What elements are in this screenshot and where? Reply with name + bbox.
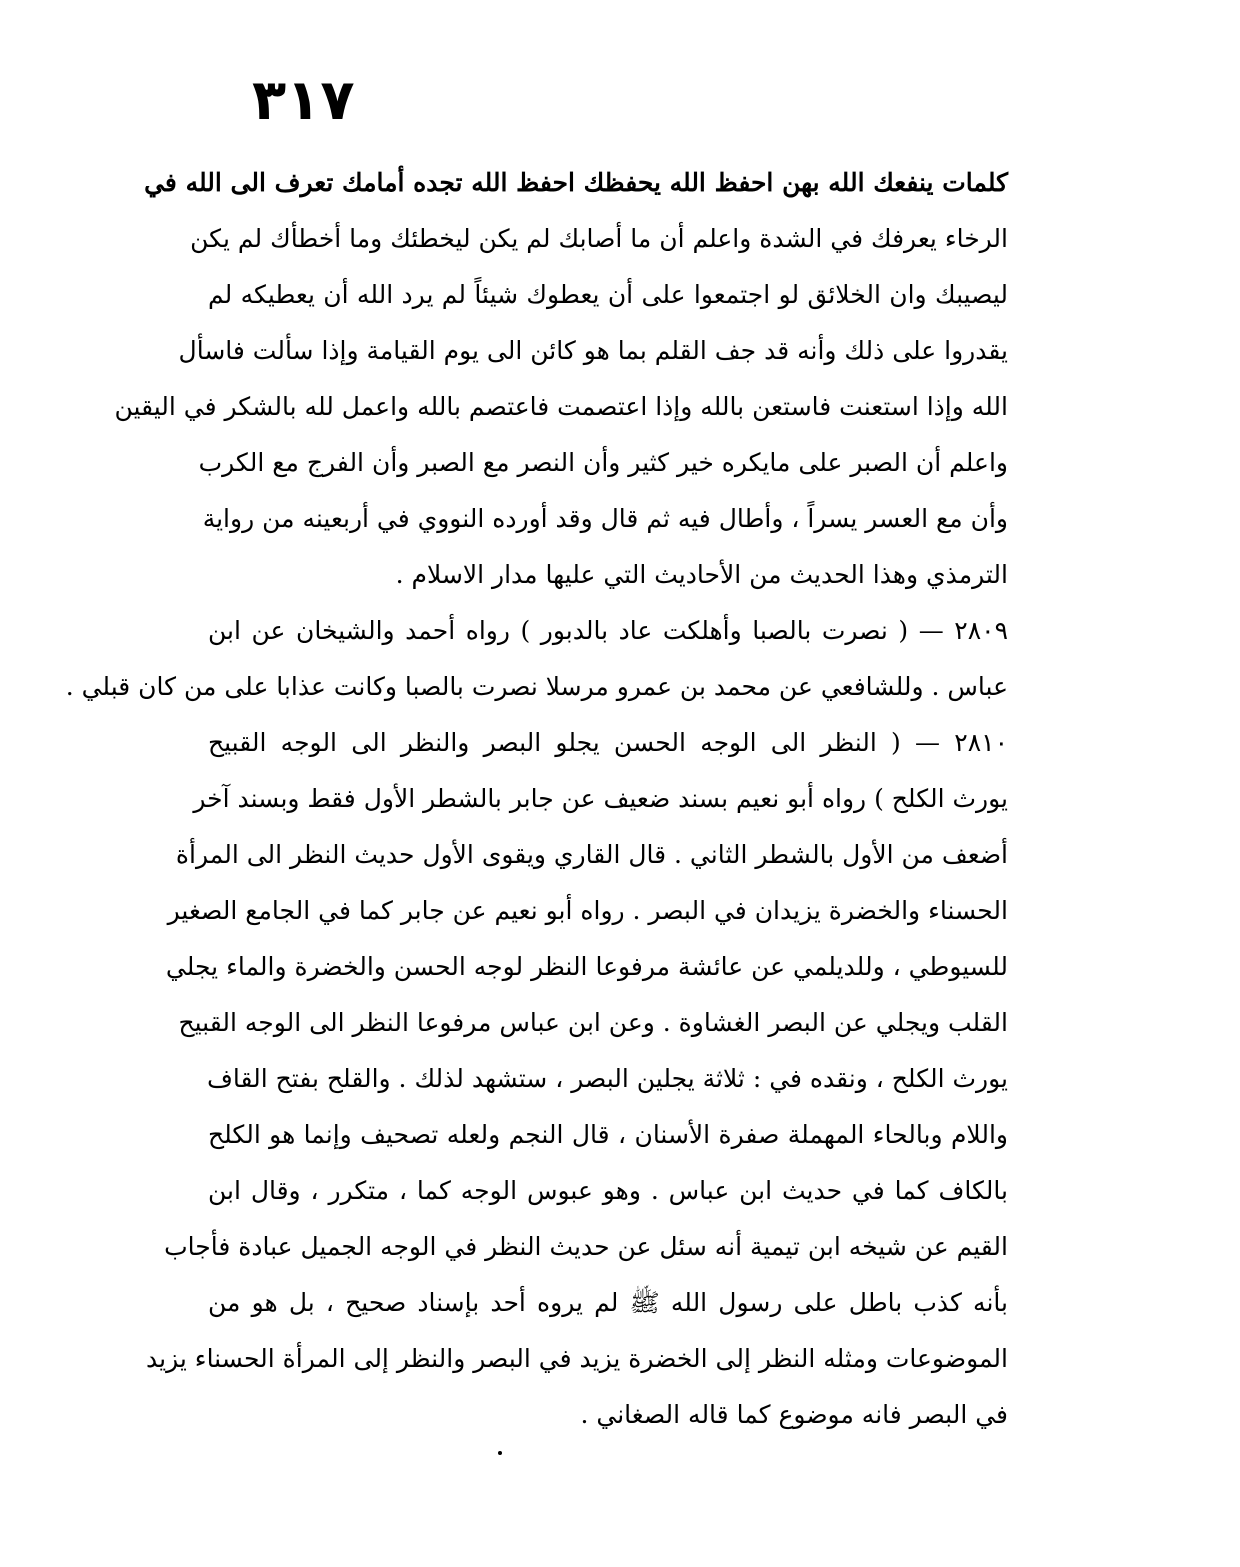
text-line: واللام وبالحاء المهملة صفرة الأسنان ، قال النجم ولعله تصحيف وإنما هو الكلح [208, 1120, 1008, 1149]
hadith-entry-2810: ٢٨١٠ — ( النظر الى الوجه الحسن يجلو البصر والنظر الى الوجه القبيح [208, 728, 1008, 757]
text-line: الحسناء والخضرة يزيدان في البصر . رواه أبو نعيم عن جابر كما في الجامع الصغير [167, 896, 1008, 925]
text-line: يورث الكلح ، ونقده في : ثلاثة يجلين البصر ، ستشهد لذلك . والقلح بفتح القاف [206, 1064, 1008, 1093]
text-line: واعلم أن الصبر على مايكره خير كثير وأن النصر مع الصبر وأن الفرج مع الكرب [198, 448, 1008, 477]
text-line: في البصر فانه موضوع كما قاله الصغاني . [580, 1400, 1008, 1429]
text-line: بالكاف كما في حديث ابن عباس . وهو عبوس الوجه كما ، متكرر ، وقال ابن [208, 1176, 1008, 1205]
text-line: كلمات ينفعك الله بهن احفظ الله يحفظك احفظ الله تجده أمامك تعرف الى الله في [144, 168, 1008, 197]
text-line: القلب ويجلي عن البصر الغشاوة . وعن ابن عباس مرفوعا النظر الى الوجه القبيح [178, 1008, 1008, 1037]
text-line: الترمذي وهذا الحديث من الأحاديث التي عليها مدار الاسلام . [395, 560, 1008, 589]
text-line: عباس . وللشافعي عن محمد بن عمرو مرسلا نصرت بالصبا وكانت عذابا على من كان قبلي . [65, 672, 1008, 701]
text-line: الله وإذا استعنت فاستعن بالله وإذا اعتصمت فاعتصم بالله واعمل لله بالشكر في اليقين [114, 392, 1008, 421]
text-line: يقدروا على ذلك وأنه قد جف القلم بما هو كائن الى يوم القيامة وإذا سألت فاسأل [178, 336, 1008, 365]
body-text [65, 155, 1008, 1443]
text-line: القيم عن شيخه ابن تيمية أنه سئل عن حديث النظر في الوجه الجميل عبادة فأجاب [164, 1232, 1008, 1261]
page-number: ٣١٧ [252, 68, 355, 133]
text-line: بأنه كذب باطل على رسول الله ﷺ لم يروه أحد بإسناد صحيح ، بل هو من [208, 1288, 1008, 1317]
stray-dot-mark [498, 1451, 502, 1455]
text-line: ليصيبك وان الخلائق لو اجتمعوا على أن يعطوك شيئاً لم يرد الله أن يعطيكه لم [208, 280, 1008, 309]
text-line: الرخاء يعرفك في الشدة واعلم أن ما أصابك لم يكن ليخطئك وما أخطأك لم يكن [190, 224, 1008, 253]
text-line: أضعف من الأول بالشطر الثاني . قال القاري ويقوى الأول حديث النظر الى المرأة [175, 840, 1008, 869]
text-line: الموضوعات ومثله النظر إلى الخضرة يزيد في البصر والنظر إلى المرأة الحسناء يزيد [146, 1344, 1008, 1373]
hadith-entry-2809: ٢٨٠٩ — ( نصرت بالصبا وأهلكت عاد بالدبور ) رواه أحمد والشيخان عن ابن [208, 616, 1008, 645]
text-line: للسيوطي ، وللديلمي عن عائشة مرفوعا النظر لوجه الحسن والخضرة والماء يجلي [165, 952, 1008, 981]
text-line: وأن مع العسر يسراً ، وأطال فيه ثم قال وقد أورده النووي في أربعينه من رواية [202, 504, 1008, 533]
text-line: يورث الكلح ) رواه أبو نعيم بسند ضعيف عن جابر بالشطر الأول فقط وبسند آخر [193, 784, 1008, 813]
